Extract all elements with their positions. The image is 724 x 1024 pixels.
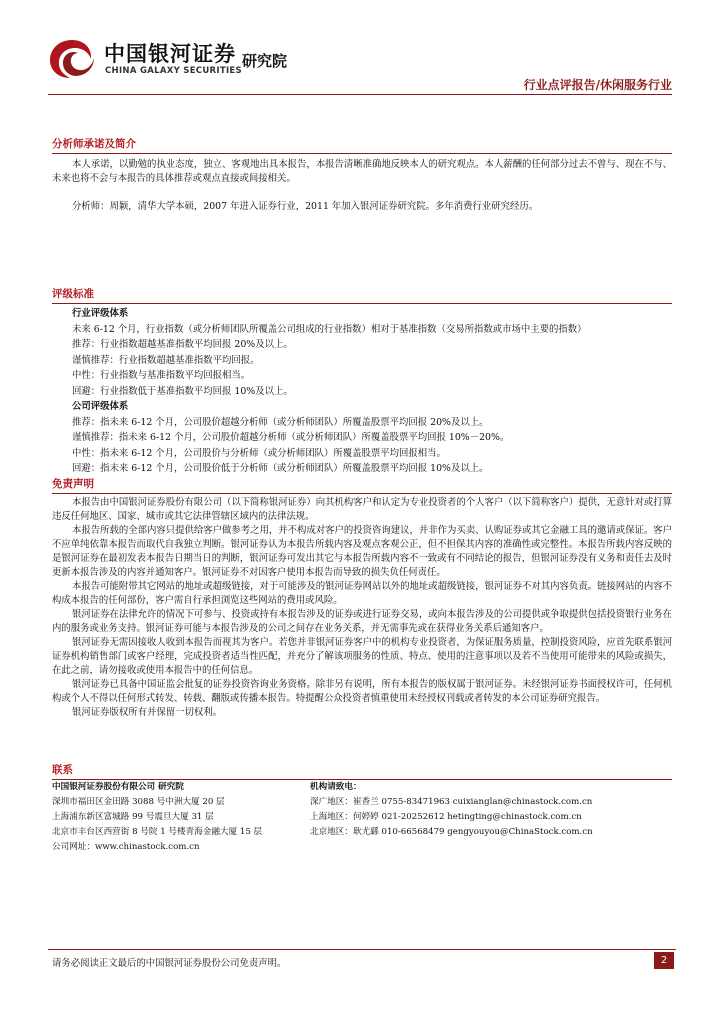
page-number: 2 — [654, 952, 674, 969]
sales-contact-line: 北京地区：耿尤繇 010-66568479 gengyouyou@ChinaStock.com.cn — [310, 827, 593, 837]
disclaimer-paragraph: 银河证券在法律允许的情况下可参与、投资或持有本报告涉及的证券或进行证券交易，或向本报告涉及的公司提供或争取提供包括投资银行业务在内的服务或业务支持。银河证券可能与本报告涉及的公司之间存在业务关系，并无需事先或在获得业务关系后通知客户。 — [52, 609, 673, 634]
page-header — [0, 0, 724, 110]
contact-section — [52, 762, 672, 780]
header-divider — [48, 94, 672, 95]
sales-contacts-title: 机构请致电： — [310, 782, 362, 792]
company-rating-line: 谨慎推荐：指未来 6-12 个月，公司股价超越分析师（或分析师团队）所覆盖股票平均回报 10%－20%。 — [72, 432, 510, 443]
contact-title: 联系 — [52, 762, 672, 780]
analyst-section — [52, 136, 672, 214]
disclaimer-section — [52, 476, 672, 720]
address-line: 上海浦东新区富城路 99 号震旦大厦 31 层 — [52, 812, 214, 822]
industry-rating-line: 未来 6-12 个月，行业指数（或分析师团队所覆盖公司组成的行业指数）相对于基准指数（交易所指数或市场中主要的指数） — [72, 323, 587, 335]
disclaimer-title: 免责声明 — [52, 476, 672, 494]
footer-divider — [48, 949, 676, 950]
company-address-block — [52, 780, 312, 855]
galaxy-logo-icon — [48, 38, 96, 80]
disclaimer-paragraph: 本报告由中国银河证券股份有限公司（以下简称银河证券）向其机构客户和认定为专业投资者的个人客户（以下简称客户）提供，无意针对或打算违反任何地区、国家、城市或其它法律管辖区域内的法律法规。 — [52, 497, 673, 522]
address-line: 深圳市福田区金田路 3088 号中洲大厦 20 层 — [52, 797, 225, 807]
sales-contact-line: 上海地区：何婷婷 021-20252612 hetingting@chinastock.com.cn — [310, 812, 582, 822]
analyst-commitment: 本人承诺，以勤勉的执业态度，独立、客观地出具本报告，本报告清晰准确地反映本人的研究观点。本人薪酬的任何部分过去不曾与、现在不与、未来也将不会与本报告的具体推荐或观点直接或间接相关。 — [52, 159, 673, 184]
rating-section — [52, 286, 672, 477]
sales-contacts-block — [310, 780, 672, 840]
rating-title: 评级标准 — [52, 286, 672, 304]
sales-contact-line: 深广地区：崔香兰 0755-83471963 cuixianglan@chinastock.com.cn — [310, 797, 593, 807]
industry-rating-line: 中性：行业指数与基准指数平均回报相当。 — [72, 370, 251, 381]
brand-name-en: CHINA GALAXY SECURITIES — [105, 66, 242, 76]
company-rating-line: 推荐：指未来 6-12 个月，公司股价超越分析师（或分析师团队）所覆盖股票平均回报 20%及以上。 — [72, 416, 489, 428]
disclaimer-paragraph: 本报告所载的全部内容只提供给客户做参考之用，并不构成对客户的投资咨询建议，并非作为买卖、认购证券或其它金融工具的邀请或保证。客户不应单纯依靠本报告而取代自我独立判断。银河证券认为本报告所载内容及观点客观公正，但不担保其内容的准确性或完整性。本报告所载内容反映的是银河证券在最初发表本报告日期当日的判断，银河证券可发出其它与本报告所载内容不一致或有不同结论的报告，但银河证券没有义务和责任去及时更新本报告涉及的内容并通知客户。银河证券不对因客户使用本报告而导致的损失负任何责任。 — [52, 525, 673, 578]
footer-disclaimer-note: 请务必阅读正文最后的中国银河证券股份公司免责声明。 — [52, 958, 287, 969]
disclaimer-paragraph: 银河证券版权所有并保留一切权利。 — [72, 707, 223, 718]
industry-rating-head: 行业评级体系 — [72, 308, 129, 319]
report-type: 行业点评报告/休闲服务行业 — [523, 78, 672, 92]
company-rating-head: 公司评级体系 — [72, 401, 129, 412]
analyst-title: 分析师承诺及简介 — [52, 136, 672, 154]
disclaimer-paragraph: 银河证券无需因接收人收到本报告而视其为客户。若您并非银河证券客户中的机构专业投资者，为保证服务质量，控制投资风险，应首先联系银河证券机构销售部门或客户经理，完成投资者适当性匹配，并充分了解该项服务的性质、特点、使用的注意事项以及若不当使用可能带来的风险或损失，在此之前，请勿接收或使用本报告中的任何信息。 — [52, 637, 673, 676]
industry-rating-line: 回避：行业指数低于基准指数平均回报 10%及以上。 — [72, 385, 293, 397]
analyst-bio: 分析师：周颖，清华大学本硕，2007 年进入证券行业，2011 年加入银河证券研究院。多年消费行业研究经历。 — [72, 201, 539, 212]
disclaimer-paragraph: 本报告可能附带其它网站的地址或超级链接，对于可能涉及的银河证券网站以外的地址或超级链接，银河证券不对其内容负责。链接网站的内容不构成本报告的任何部份，客户需自行承担浏览这些网站的费用或风险。 — [52, 581, 673, 606]
company-name: 中国银河证券股份有限公司 研究院 — [52, 782, 184, 792]
company-rating-line: 中性：指未来 6-12 个月，公司股价与分析师（或分析师团队）所覆盖股票平均回报相当。 — [72, 447, 446, 459]
disclaimer-paragraph: 银河证券已具备中国证监会批复的证券投资咨询业务资格。除非另有说明，所有本报告的版权属于银河证券。未经银河证券书面授权许可，任何机构或个人不得以任何形式转发、转载、翻版或传播本报告。特提醒公众投资者慎重使用未经授权刊载或者转发的本公司证券研究报告。 — [52, 679, 673, 704]
address-line: 北京市丰台区西营街 8 号院 1 号楼青海金融大厦 15 层 — [52, 827, 263, 837]
brand-institute: 研究院 — [242, 52, 288, 70]
company-website: 公司网址：www.chinastock.com.cn — [52, 842, 200, 852]
company-rating-line: 回避：指未来 6-12 个月，公司股价低于分析师（或分析师团队）所覆盖股票平均回报 10%及以上。 — [72, 463, 489, 474]
industry-rating-line: 谨慎推荐：行业指数超越基准指数平均回报。 — [72, 354, 260, 366]
industry-rating-line: 推荐：行业指数超越基准指数平均回报 20%及以上。 — [72, 339, 293, 350]
brand-name-cn: 中国银河证券 — [104, 42, 236, 66]
